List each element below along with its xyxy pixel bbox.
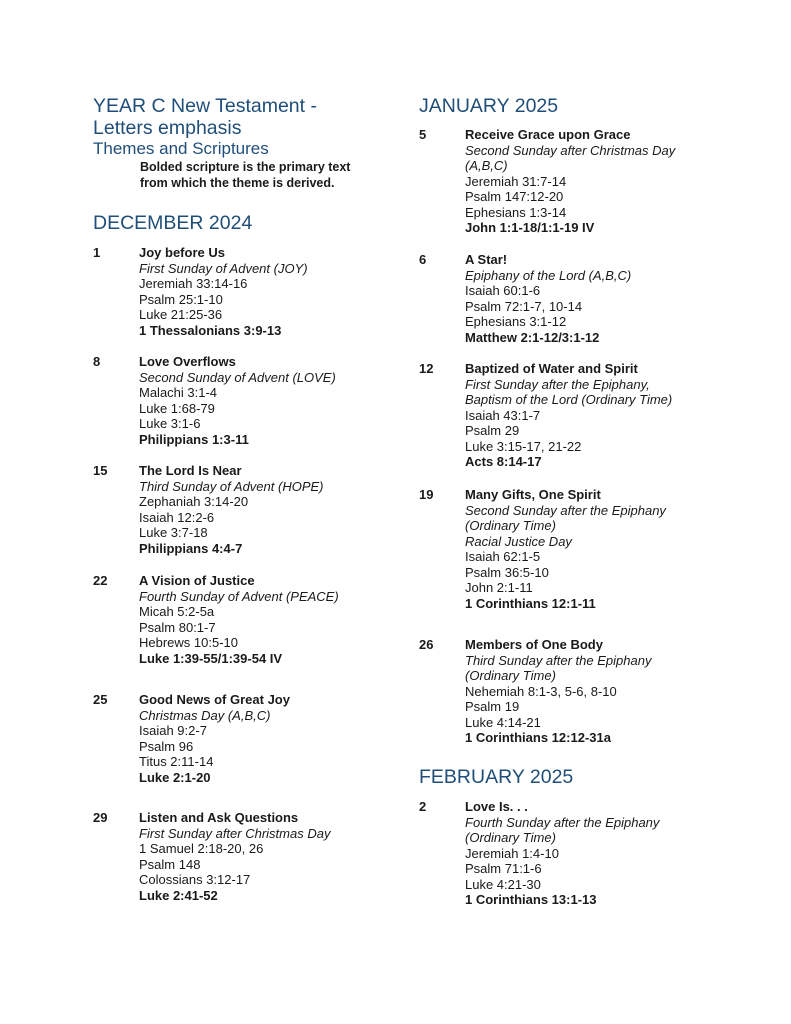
scripture: Ephesians 3:1-12 bbox=[465, 314, 567, 329]
scripture: Ephesians 1:3-14 bbox=[465, 204, 567, 220]
scripture: Luke 3:7-18 bbox=[139, 525, 208, 540]
entry-theme: Listen and Ask Questions bbox=[139, 810, 299, 825]
scripture: Isaiah 9:2-7 bbox=[139, 723, 207, 738]
entry-description: (Ordinary Time) bbox=[465, 830, 556, 845]
entry-description: First Sunday of Advent (JOY) bbox=[139, 260, 308, 276]
month-heading-january: JANUARY 2025 bbox=[419, 95, 559, 117]
scripture: Psalm 71:1-6 bbox=[465, 861, 542, 876]
scripture: John 2:1-11 bbox=[465, 580, 533, 595]
month-heading-december: DECEMBER 2024 bbox=[93, 212, 253, 234]
month-heading-february: FEBRUARY 2025 bbox=[419, 766, 574, 788]
scripture: Luke 3:15-17, 21-22 bbox=[465, 438, 582, 454]
scripture: 1 Samuel 2:18-20, 26 bbox=[139, 841, 264, 856]
entry-description: Baptism of the Lord (Ordinary Time) bbox=[465, 392, 673, 407]
scripture: Psalm 80:1-7 bbox=[139, 619, 216, 635]
scripture: Hebrews 10:5-10 bbox=[139, 635, 238, 650]
primary-scripture: Luke 2:41-52 bbox=[139, 887, 218, 903]
entry-description: Fourth Sunday of Advent (PEACE) bbox=[139, 588, 339, 604]
entry-day: 12 bbox=[419, 361, 434, 376]
scripture: Luke 3:1-6 bbox=[139, 416, 201, 431]
document-header bbox=[93, 95, 393, 191]
primary-scripture: John 1:1-18/1:1-19 IV bbox=[465, 220, 595, 235]
entry-day: 19 bbox=[419, 487, 434, 502]
entry-day: 2 bbox=[419, 799, 427, 814]
entry-day: 1 bbox=[93, 245, 101, 260]
entry-day: 8 bbox=[93, 354, 101, 369]
entry-description: Third Sunday of Advent (HOPE) bbox=[139, 478, 324, 494]
entry-description: (Ordinary Time) bbox=[465, 518, 556, 533]
entry-description: Third Sunday after the Epiphany bbox=[465, 652, 652, 668]
primary-scripture: Acts 8:14-17 bbox=[465, 454, 542, 469]
scripture: Nehemiah 8:1-3, 5-6, 8-10 bbox=[465, 683, 617, 699]
primary-scripture: Philippians 1:3-11 bbox=[139, 431, 249, 447]
page-subtitle: Themes and Scriptures bbox=[93, 139, 269, 158]
scripture: Psalm 96 bbox=[139, 738, 194, 754]
scripture: Isaiah 60:1-6 bbox=[465, 283, 541, 298]
scripture: Luke 4:21-30 bbox=[465, 876, 541, 892]
entry-description: Epiphany of the Lord (A,B,C) bbox=[465, 267, 632, 283]
entry-description: Christmas Day (A,B,C) bbox=[139, 707, 271, 723]
primary-scripture: 1 Thessalonians 3:9-13 bbox=[139, 322, 282, 338]
scripture: Isaiah 43:1-7 bbox=[465, 407, 541, 423]
scripture: Psalm 29 bbox=[465, 423, 520, 438]
scripture: Isaiah 62:1-5 bbox=[465, 549, 541, 564]
note-line2: from which the theme is derived. bbox=[140, 176, 335, 190]
primary-scripture: 1 Corinthians 13:1-13 bbox=[465, 892, 597, 907]
scripture: Psalm 25:1-10 bbox=[139, 291, 223, 307]
entry-day: 29 bbox=[93, 810, 108, 825]
scripture: Luke 1:68-79 bbox=[139, 400, 215, 416]
entry-description: (A,B,C) bbox=[465, 158, 508, 173]
page-title-line1: YEAR C New Testament - bbox=[93, 95, 317, 117]
entry-day: 6 bbox=[419, 252, 427, 267]
entry-theme: Love Overflows bbox=[139, 354, 236, 369]
primary-scripture: 1 Corinthians 12:12-31a bbox=[465, 730, 611, 745]
entry-day: 26 bbox=[419, 637, 434, 652]
entry-theme: Receive Grace upon Grace bbox=[465, 127, 631, 142]
scripture: Luke 21:25-36 bbox=[139, 307, 223, 322]
scripture: Jeremiah 33:14-16 bbox=[139, 276, 248, 291]
primary-scripture: Philippians 4:4-7 bbox=[139, 540, 243, 556]
entry-theme: Baptized of Water and Spirit bbox=[465, 361, 638, 376]
primary-scripture: Luke 1:39-55/1:39-54 IV bbox=[139, 650, 283, 666]
note-line1: Bolded scripture is the primary text bbox=[140, 160, 351, 174]
scripture: Colossians 3:12-17 bbox=[139, 872, 251, 887]
scripture: Psalm 72:1-7, 10-14 bbox=[465, 298, 583, 314]
entry-description: Second Sunday after Christmas Day bbox=[465, 142, 676, 158]
entry-description: (Ordinary Time) bbox=[465, 668, 556, 683]
entry-description: Second Sunday of Advent (LOVE) bbox=[139, 369, 336, 385]
entry-day: 25 bbox=[93, 692, 108, 707]
scripture: Psalm 36:5-10 bbox=[465, 564, 549, 580]
entry-theme: Many Gifts, One Spirit bbox=[465, 487, 601, 502]
primary-scripture: Matthew 2:1-12/3:1-12 bbox=[465, 329, 600, 345]
primary-scripture: 1 Corinthians 12:1-11 bbox=[465, 595, 596, 611]
scripture: Psalm 19 bbox=[465, 699, 520, 714]
entry-theme: Good News of Great Joy bbox=[139, 692, 290, 707]
scripture: Micah 5:2-5a bbox=[139, 604, 215, 619]
scripture: Zephaniah 3:14-20 bbox=[139, 494, 249, 509]
page-title-line2: Letters emphasis bbox=[93, 117, 242, 139]
entry-day: 15 bbox=[93, 463, 108, 478]
entry-theme: A Star! bbox=[465, 252, 508, 267]
entry-description: First Sunday after the Epiphany, bbox=[465, 376, 650, 392]
entry-description: Second Sunday after the Epiphany bbox=[465, 502, 666, 518]
entry-description: First Sunday after Christmas Day bbox=[139, 825, 331, 841]
scripture: Jeremiah 31:7-14 bbox=[465, 173, 567, 189]
scripture: Titus 2:11-14 bbox=[139, 754, 214, 769]
scripture: Jeremiah 1:4-10 bbox=[465, 845, 559, 861]
primary-scripture: Luke 2:1-20 bbox=[139, 769, 211, 785]
entry-theme: A Vision of Justice bbox=[139, 573, 255, 588]
scripture: Isaiah 12:2-6 bbox=[139, 509, 215, 525]
entry-description: Fourth Sunday after the Epiphany bbox=[465, 814, 660, 830]
scripture: Psalm 148 bbox=[139, 856, 201, 872]
entry-day: 22 bbox=[93, 573, 108, 588]
entry-theme: Joy before Us bbox=[139, 245, 225, 260]
entry-theme: Members of One Body bbox=[465, 637, 603, 652]
scripture: Luke 4:14-21 bbox=[465, 714, 541, 730]
scripture: Psalm 147:12-20 bbox=[465, 189, 564, 204]
entry-day: 5 bbox=[419, 127, 427, 142]
entry-description: Racial Justice Day bbox=[465, 533, 572, 549]
entry-theme: Love Is. . . bbox=[465, 799, 528, 814]
entry-theme: The Lord Is Near bbox=[139, 463, 242, 478]
scripture: Malachi 3:1-4 bbox=[139, 385, 218, 400]
